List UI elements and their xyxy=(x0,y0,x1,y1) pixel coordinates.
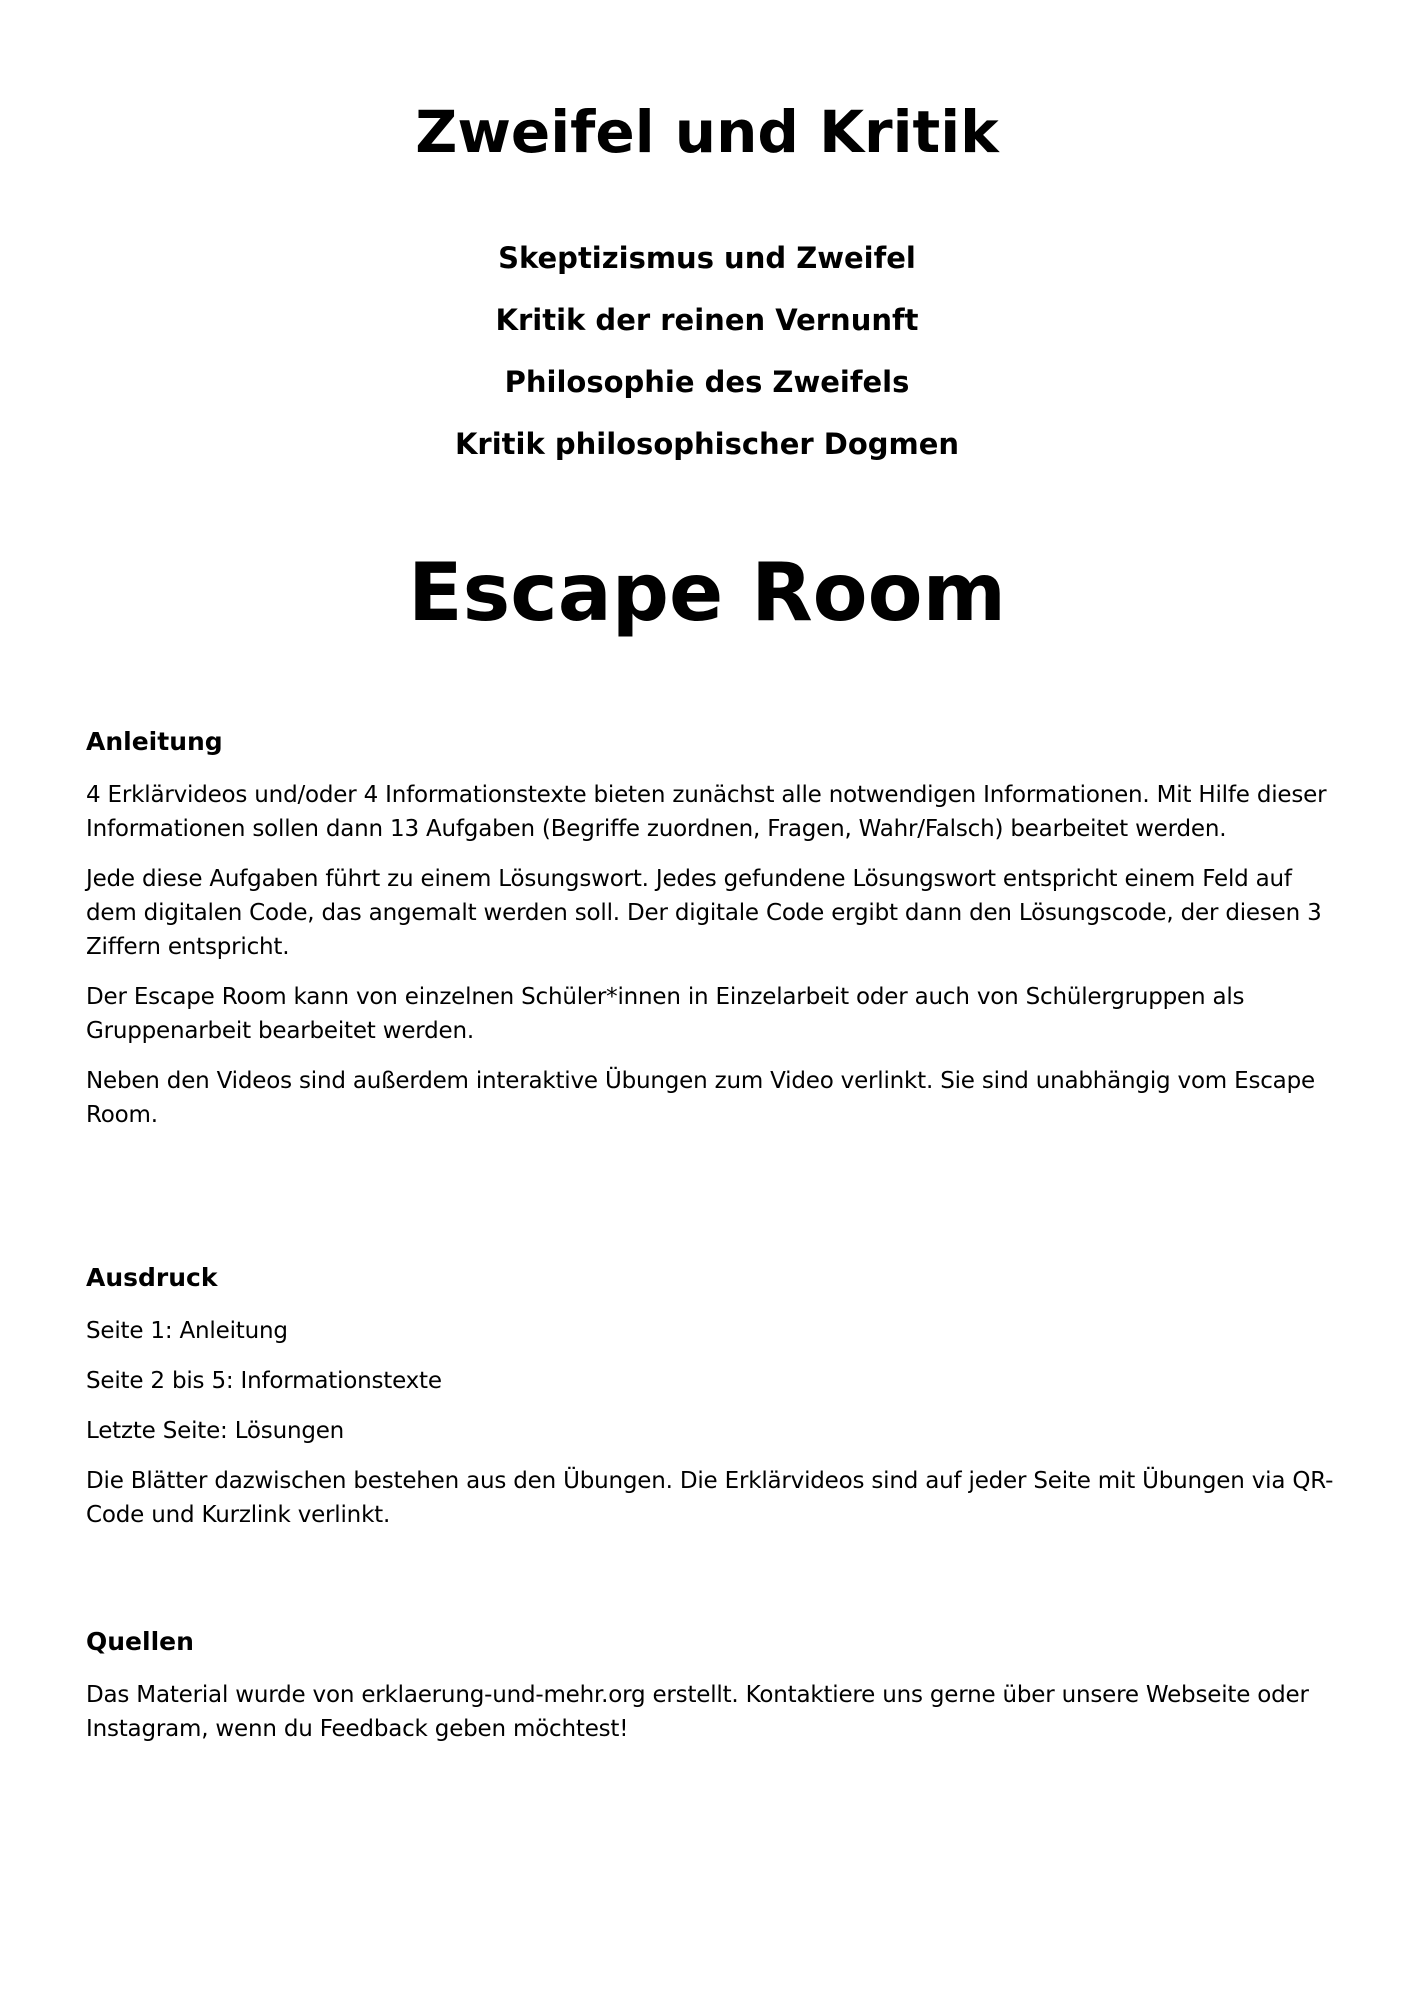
section-ausdruck xyxy=(86,1262,1346,1548)
paragraph: Seite 2 bis 5: Informationstexte xyxy=(86,1368,442,1394)
topic-item: Skeptizismus und Zweifel xyxy=(498,241,916,275)
section-anleitung xyxy=(86,726,1346,1148)
paragraph: Jede diese Aufgaben führt zu einem Lösungswort. Jedes gefundene Lösungswort entspricht einem Feld auf dem digitalen Code, das angemalt werden soll. Der digitale Code ergibt dann den Lösungscode, der diesen 3 Ziffern entspricht. xyxy=(86,866,1322,960)
paragraph: Seite 1: Anleitung xyxy=(86,1318,288,1344)
section-heading: Ausdruck xyxy=(86,1263,218,1292)
document-title: Zweifel und Kritik xyxy=(415,98,999,166)
paragraph: Letzte Seite: Lösungen xyxy=(86,1418,345,1444)
paragraph: Die Blätter dazwischen bestehen aus den Übungen. Die Erklärvideos sind auf jeder Seite mit Übungen via QR-Code und Kurzlink verlinkt. xyxy=(86,1468,1334,1528)
paragraph: Der Escape Room kann von einzelnen Schüler*innen in Einzelarbeit oder auch von Schülergruppen als Gruppenarbeit bearbeitet werden. xyxy=(86,984,1245,1044)
paragraph: 4 Erklärvideos und/oder 4 Informationstexte bieten zunächst alle notwendigen Informationen. Mit Hilfe dieser Informationen sollen dann 13 Aufgaben (Begriffe zuordnen, Fragen, Wahr/Falsch) bearbeitet werden. xyxy=(86,782,1327,842)
paragraph: Neben den Videos sind außerdem interaktive Übungen zum Video verlinkt. Sie sind unabhängig vom Escape Room. xyxy=(86,1068,1315,1128)
topic-item: Philosophie des Zweifels xyxy=(504,365,910,399)
topic-list xyxy=(0,238,1414,486)
section-heading: Anleitung xyxy=(86,727,223,756)
topic-item: Kritik philosophischer Dogmen xyxy=(454,427,960,461)
topic-item: Kritik der reinen Vernunft xyxy=(495,303,919,337)
section-quellen xyxy=(86,1626,1346,1762)
paragraph: Das Material wurde von erklaerung-und-mehr.org erstellt. Kontaktiere uns gerne über unsere Webseite oder Instagram, wenn du Feedback geben möchtest! xyxy=(86,1682,1309,1742)
section-heading: Quellen xyxy=(86,1627,194,1656)
escape-room-title: Escape Room xyxy=(408,546,1006,639)
